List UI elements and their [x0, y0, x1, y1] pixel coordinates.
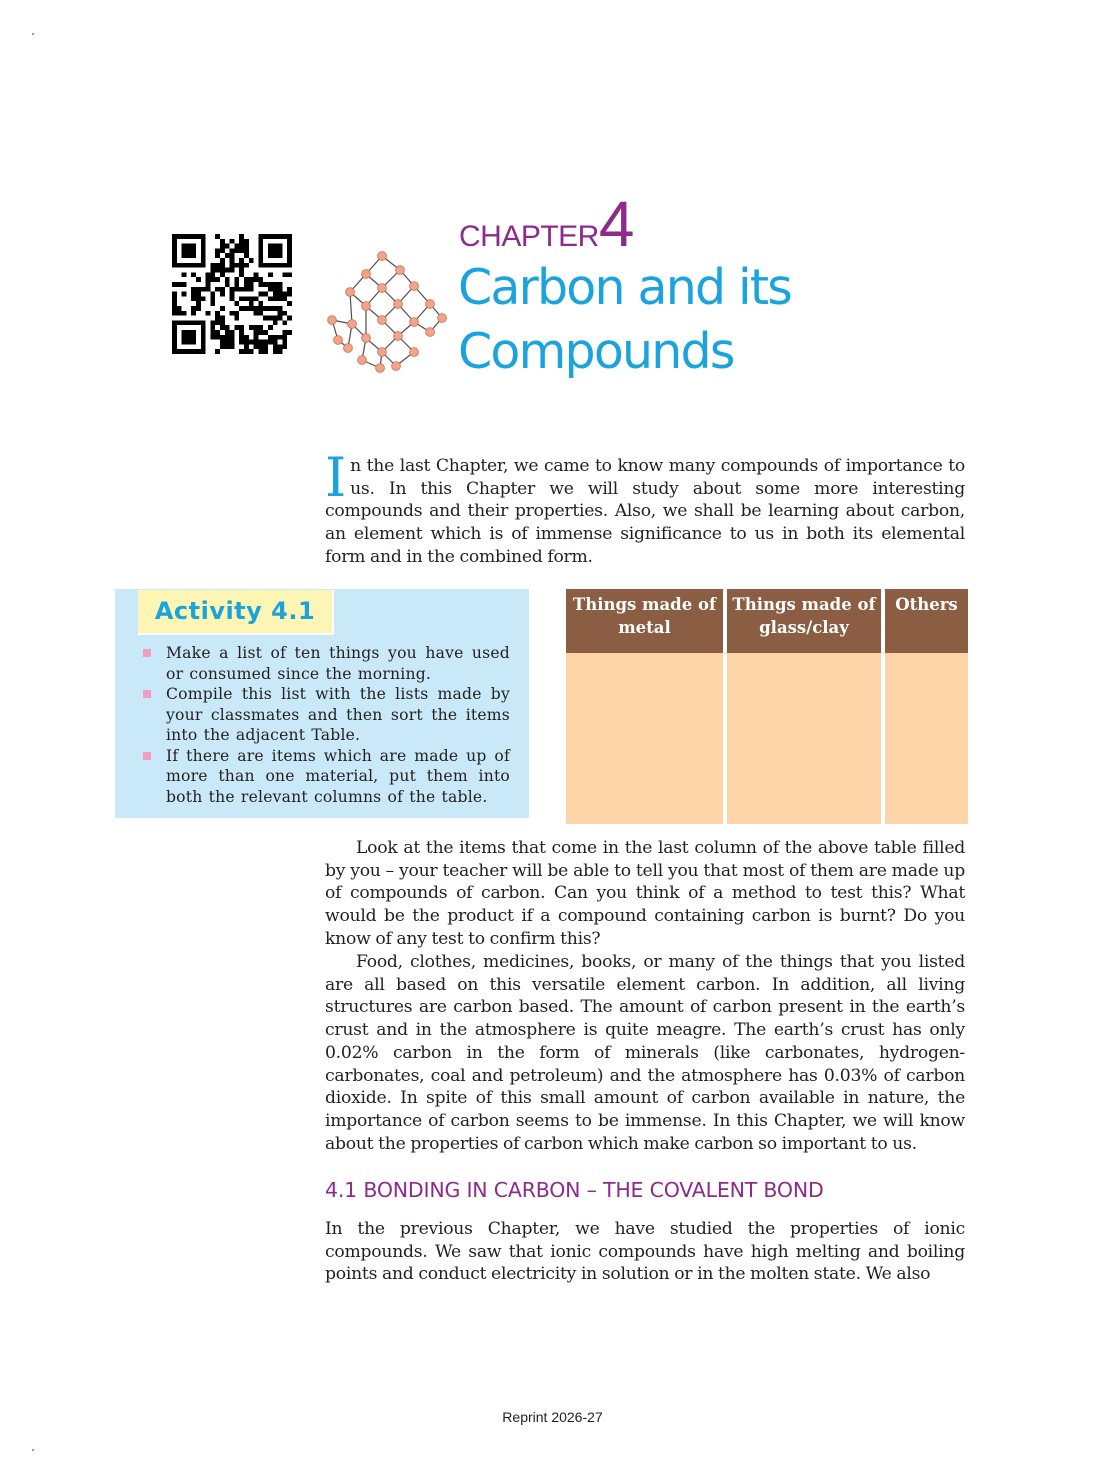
chapter-word: CHAPTER — [459, 220, 599, 253]
table-cell-glass-clay[interactable] — [723, 654, 881, 824]
activity-item — [142, 746, 510, 808]
chapter-number: 4 — [598, 188, 635, 260]
bullet-icon — [143, 649, 151, 657]
diamond-lattice-icon — [322, 248, 452, 384]
activity-item — [142, 643, 510, 684]
body-paragraph-3: In the previous Chapter, we have studied the properties of ionic compounds. We saw that ionic compounds have high melting and boiling points and conduct electricity in solution or in the molten state. We also — [325, 1219, 965, 1285]
chapter-title — [458, 256, 791, 384]
intro-paragraph — [325, 446, 965, 569]
qr-code-icon[interactable] — [172, 234, 292, 354]
table-header-others: Others — [881, 589, 968, 654]
activity-list — [142, 643, 510, 807]
bullet-icon — [143, 690, 151, 698]
table-header-row — [566, 589, 968, 654]
intro-text: n the last Chapter, we came to know many compounds of importance to us. In this Chapter we will study about some more interesting compounds and their properties. Also, we shall be learning about carbon, an element which is of immense significance to us in both its elemental form and in the combined form. — [325, 456, 965, 567]
activity-item-text: Make a list of ten things you have used or consumed since the morning. — [166, 644, 510, 683]
activity-item-text: Compile this list with the lists made by your classmates and then sort the items into the adjacent Table. — [166, 685, 510, 744]
chapter-title-line-1: Carbon and its — [458, 259, 792, 316]
activity-title: Activity 4.1 — [138, 590, 334, 635]
section-heading: 4.1 BONDING IN CARBON – THE COVALENT BOND — [325, 1178, 824, 1202]
sorting-table — [566, 589, 968, 824]
body-paragraph-1: Look at the items that come in the last column of the above table filled by you – your teacher will be able to tell you that most of them are made up of compounds of carbon. Can you think of a method to test this? What would be the product if a compound containing carbon is burnt? Do you know of any test to confirm this? — [325, 838, 965, 949]
chapter-title-line-2: Compounds — [458, 323, 734, 380]
activity-item-text: If there are items which are made up of more than one material, put them into both the relevant columns of the table. — [166, 746, 510, 806]
table-row — [566, 654, 968, 824]
table-header-metal: Things made of metal — [566, 589, 723, 654]
chapter-label — [459, 188, 635, 260]
bullet-icon — [143, 752, 151, 760]
drop-cap: I — [325, 446, 347, 509]
table-cell-metal[interactable] — [566, 654, 723, 824]
crop-mark-top — [32, 33, 34, 35]
activity-item — [142, 684, 510, 746]
body-paragraph-2: Food, clothes, medicines, books, or many of the things that you listed are all based on this versatile element carbon. In addition, all living structures are carbon based. The amount of carbon present in the earth’s crust and in the atmosphere is quite meagre. The earth’s crust has only 0.02% carbon in the form of minerals (like carbonates, hydrogen-carbonates, coal and petroleum) and the atmosphere has 0.03% of carbon dioxide. In spite of this small amount of carbon available in nature, the importance of carbon seems to be immense. In this Chapter, we will know about the properties of carbon which make carbon so important to us. — [325, 952, 965, 1154]
crop-mark-bottom — [32, 1449, 34, 1451]
table-header-glass-clay: Things made of glass/clay — [723, 589, 881, 654]
reprint-footer: Reprint 2026-27 — [502, 1409, 603, 1425]
table-cell-others[interactable] — [881, 654, 968, 824]
